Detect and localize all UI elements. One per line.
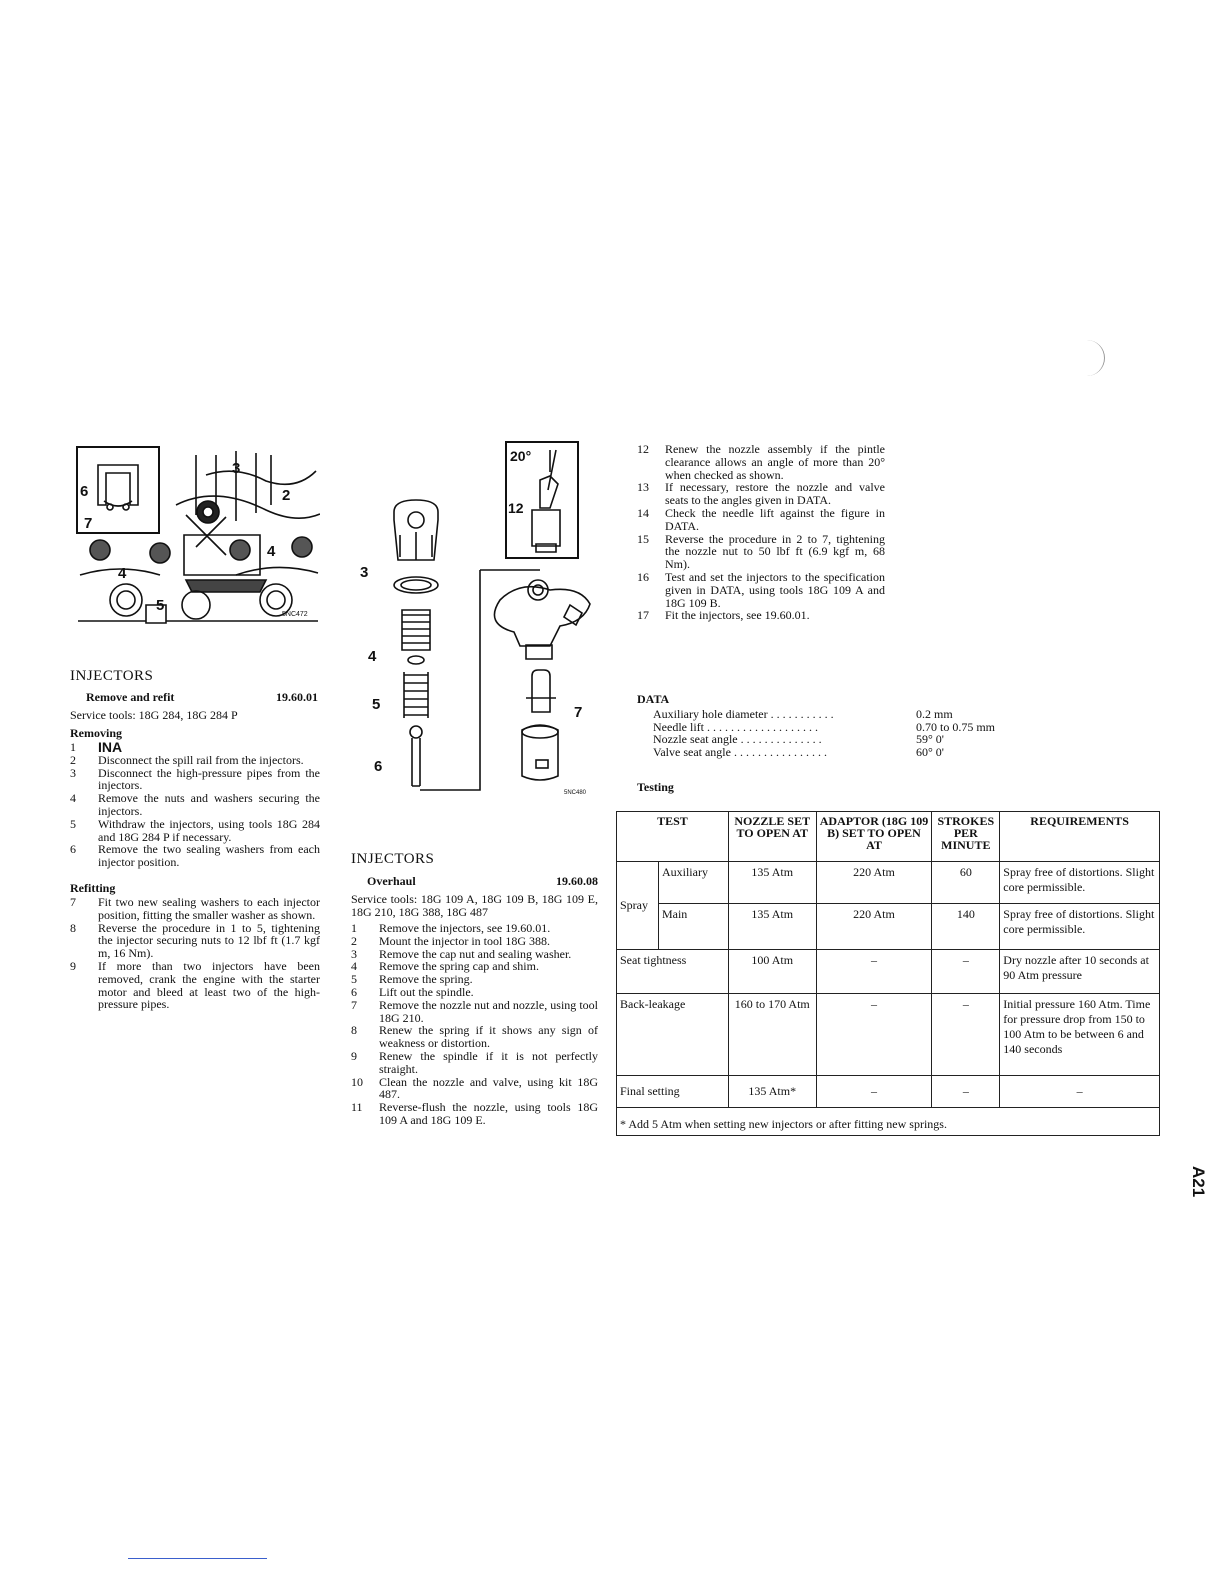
operation-number: 19.60.01 — [276, 690, 318, 704]
table-cell: 220 Atm — [816, 862, 932, 904]
service-tools: Service tools: 18G 109 A, 18G 109 B, 18G 109 E, 18G 210, 18G 388, 18G 487 — [351, 892, 598, 919]
table-footnote: * Add 5 Atm when setting new injectors or after fitting new springs. — [617, 1108, 1160, 1136]
list-item: 8 Renew the spring if it shows any sign of weakness or distortion. — [351, 1023, 598, 1051]
table-cell: 100 Atm — [728, 950, 816, 994]
table-cell: Initial pressure 160 Atm. Time for pressure drop from 150 to 100 Atm to be between 6 and 140 seconds — [1000, 994, 1160, 1076]
table-cell: 135 Atm — [728, 862, 816, 904]
list-item: 10 Clean the nozzle and valve, using kit 18G 487. — [351, 1074, 598, 1102]
table-row — [617, 904, 1160, 950]
testing-table — [616, 811, 1160, 1136]
table-cell: – — [1000, 1076, 1160, 1108]
operation-name: Overhaul — [367, 874, 416, 888]
column-header: TEST — [617, 812, 729, 862]
operation-header — [367, 874, 598, 889]
table-cell: – — [932, 1076, 1000, 1108]
list-item: 4 Remove the nuts and washers securing the injectors. — [70, 791, 320, 818]
table-cell: – — [932, 994, 1000, 1076]
list-item: 2 Mount the injector in tool 18G 388. — [351, 933, 550, 948]
table-cell: Seat tightness — [617, 950, 729, 994]
list-item: 3 Disconnect the high-pressure pipes from the injectors. — [70, 765, 320, 793]
table-cell: Spray free of distortions. Slight core permissible. — [1000, 904, 1160, 950]
removing-steps — [70, 741, 320, 869]
right-steps — [637, 443, 885, 622]
list-item: 8 Reverse the procedure in 1 to 5, tightening the injector securing nuts to 12 lbf ft (1.7 kgf m, 16 Nm). — [70, 920, 320, 961]
spray-label: Spray — [617, 862, 659, 950]
section-title: INJECTORS — [70, 668, 154, 684]
data-section — [637, 692, 1037, 795]
list-item: 1 Remove the injectors, see 19.60.01. — [351, 921, 551, 935]
list-item: 13 If necessary, restore the nozzle and valve seats to the angles given in DATA. — [637, 480, 885, 508]
fig-callout-4: 4 — [368, 648, 377, 665]
figure-code: 5NC480 — [564, 790, 587, 796]
table-cell: – — [816, 950, 932, 994]
fig-callout-2: 2 — [282, 487, 291, 504]
list-item: 1 INA — [70, 739, 123, 755]
table-cell: – — [932, 950, 1000, 994]
fig-callout-3: 3 — [232, 460, 241, 477]
list-item: 9 If more than two injectors have been removed, crank the engine with the starter motor and bleed at least two of the high-pressure pipes. — [70, 958, 320, 1012]
list-item: 2 Disconnect the spill rail from the injectors. — [70, 752, 304, 767]
list-item: 5 Withdraw the injectors, using tools 18G 284 and 18G 284 P if necessary. — [70, 816, 320, 844]
fig-callout-6: 6 — [80, 483, 89, 500]
list-item: 4 Remove the spring cap and shim. — [351, 959, 539, 974]
page-number: A21 — [1189, 1166, 1208, 1198]
left-section — [70, 668, 320, 1011]
table-cell: Spray free of distortions. Slight core permissible. — [1000, 862, 1160, 904]
table-header-row — [617, 812, 1160, 862]
refitting-steps — [70, 896, 320, 1011]
fig-callout-5: 5 — [156, 597, 165, 614]
data-row: Nozzle seat angle . . . . . . . . . . . . . . 59° 0' — [653, 732, 944, 746]
table-cell: – — [816, 1076, 932, 1108]
list-item: 6 Remove the two sealing washers from each injector position. — [70, 842, 320, 870]
section-title: INJECTORS — [351, 851, 435, 867]
overhaul-steps-continued — [637, 443, 885, 622]
table-cell: Main — [658, 904, 728, 950]
operation-number: 19.60.08 — [556, 874, 598, 888]
data-row: Valve seat angle . . . . . . . . . . . . . . . . 60° 0' — [653, 744, 944, 759]
table-cell: – — [816, 994, 932, 1076]
column-header: STROKES PER MINUTE — [932, 812, 1000, 862]
table-cell: 220 Atm — [816, 904, 932, 950]
table-row — [617, 862, 1160, 904]
column-header: ADAPTOR (18G 109 B) SET TO OPEN AT — [816, 812, 932, 862]
data-heading: DATA — [637, 692, 670, 706]
table-cell: Dry nozzle after 10 seconds at 90 Atm pressure — [1000, 950, 1160, 994]
table-cell: 160 to 170 Atm — [728, 994, 816, 1076]
list-item: 5 Remove the spring. — [351, 972, 473, 987]
fig-callout-12: 12 — [508, 500, 524, 516]
list-item: 3 Remove the cap nut and sealing washer. — [351, 946, 572, 961]
list-item: 17 Fit the injectors, see 19.60.01. — [637, 608, 810, 623]
list-item: 14 Check the needle lift against the figure in DATA. — [637, 505, 885, 533]
figure-injector-exploded — [360, 440, 600, 800]
table-row — [617, 994, 1160, 1076]
table-cell: 135 Atm — [728, 904, 816, 950]
table-cell: Final setting — [617, 1076, 729, 1108]
column-header: NOZZLE SET TO OPEN AT — [728, 812, 816, 862]
figure-injector-removal — [76, 445, 320, 625]
figure-code: 5NC472 — [282, 611, 308, 618]
list-item: 16 Test and set the injectors to the specification given in DATA, using tools 18G 109 A and 18G 109 B. — [637, 569, 885, 610]
fig-callout-angle: 20° — [510, 448, 532, 464]
operation-name: Remove and refit — [86, 690, 175, 704]
removing-heading: Removing — [70, 726, 122, 740]
list-item: 7 Fit two new sealing washers to each injector position, fitting the smaller washer as shown. — [70, 894, 320, 922]
fig-callout-4a: 4 — [267, 543, 276, 560]
refitting-heading: Refitting — [70, 880, 116, 895]
list-item: 15 Reverse the procedure in 2 to 7, tightening the nozzle nut to 50 lbf ft (6.9 kgf m, 68 Nm). — [637, 531, 885, 572]
data-row: Needle lift . . . . . . . . . . . . . . . . . . . 0.70 to 0.75 mm — [653, 719, 996, 734]
fig-callout-6: 6 — [374, 758, 383, 775]
table-cell: Auxiliary — [658, 862, 728, 904]
list-item: 12 Renew the nozzle assembly if the pintle clearance allows an angle of more than 20° when checked as shown. — [637, 442, 885, 482]
fig-callout-7: 7 — [574, 704, 583, 721]
table-cell: Back-leakage — [617, 994, 729, 1076]
list-item: 6 Lift out the spindle. — [351, 984, 474, 999]
service-tools: Service tools: 18G 284, 18G 284 P — [70, 708, 238, 722]
operation-header — [86, 690, 318, 705]
table-cell: 135 Atm* — [728, 1076, 816, 1108]
middle-section — [351, 851, 598, 1127]
list-item: 7 Remove the nozzle nut and nozzle, using tool 18G 210. — [351, 997, 598, 1025]
fig-callout-3: 3 — [360, 564, 369, 581]
table-cell: 140 — [932, 904, 1000, 950]
decorative-mark — [1086, 340, 1105, 376]
bottom-rule — [128, 1558, 267, 1559]
fig-callout-5: 5 — [372, 696, 381, 713]
testing-heading: Testing — [637, 780, 674, 794]
overhaul-steps — [351, 922, 598, 1127]
list-item: 9 Renew the spindle if it is not perfectly straight. — [351, 1048, 598, 1076]
fig-callout-7: 7 — [84, 515, 93, 532]
data-row: Auxiliary hole diameter . . . . . . . . . . . 0.2 mm — [653, 707, 953, 721]
list-item: 11 Reverse-flush the nozzle, using tools 18G 109 A and 18G 109 E. — [351, 1100, 598, 1127]
column-header: REQUIREMENTS — [1000, 812, 1160, 862]
fig-callout-4b: 4 — [118, 565, 127, 582]
table-footnote-row — [617, 1108, 1160, 1136]
table-cell: 60 — [932, 862, 1000, 904]
table-row — [617, 1076, 1160, 1108]
table-row — [617, 950, 1160, 994]
